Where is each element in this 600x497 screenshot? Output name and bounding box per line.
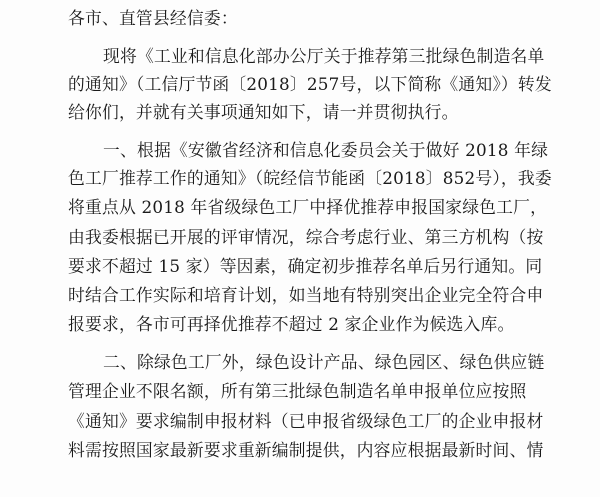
paragraph-1-line-3: 给你们，并就有关事项通知如下，请一并贯彻执行。 [68,102,459,122]
paragraph-2-line-2: 色工厂推荐工作的通知》（皖经信节能函〔2018〕852号），我委 [68,168,552,188]
paragraph-2-line-5: 要求不超过 15 家）等因素，确定初步推荐名单后另行通知。同 [68,256,543,276]
paragraph-2-line-6: 时结合工作实际和培育计划，如当地有特别突出企业完全符合申 [68,285,544,305]
paragraph-3-line-3: 《通知》要求编制申报材料（已申报省级绿色工厂的企业申报材 [68,411,544,431]
paragraph-1-line-1: 现将《工业和信息化部办公厅关于推荐第三批绿色制造名单 [103,46,545,66]
paragraph-3-line-2: 管理企业不限名额，所有第三批绿色制造名单申报单位应按照 [68,381,527,401]
paragraph-1-line-2: 的通知》（工信厅节函〔2018〕257号，以下简称《通知》）转发 [68,74,552,94]
paragraph-2-line-3: 将重点从 2018 年省级绿色工厂中择优推荐申报国家绿色工厂， [68,197,548,217]
salutation: 各市、直管县经信委： [68,8,238,28]
paragraph-2-line-4: 由我委根据已开展的评审情况，综合考虑行业、第三方机构（按 [68,227,544,247]
paragraph-2-line-7: 报要求，各市可再择优推荐不超过 2 家企业作为候选入库。 [68,314,515,334]
paragraph-3-line-4: 料需按照国家最新要求重新编制提供，内容应根据最新时间、情 [68,440,544,460]
paragraph-3-line-1: 二、除绿色工厂外，绿色设计产品、绿色园区、绿色供应链 [103,352,545,372]
paragraph-2-line-1: 一、根据《安徽省经济和信息化委员会关于做好 2018 年绿 [103,140,549,160]
